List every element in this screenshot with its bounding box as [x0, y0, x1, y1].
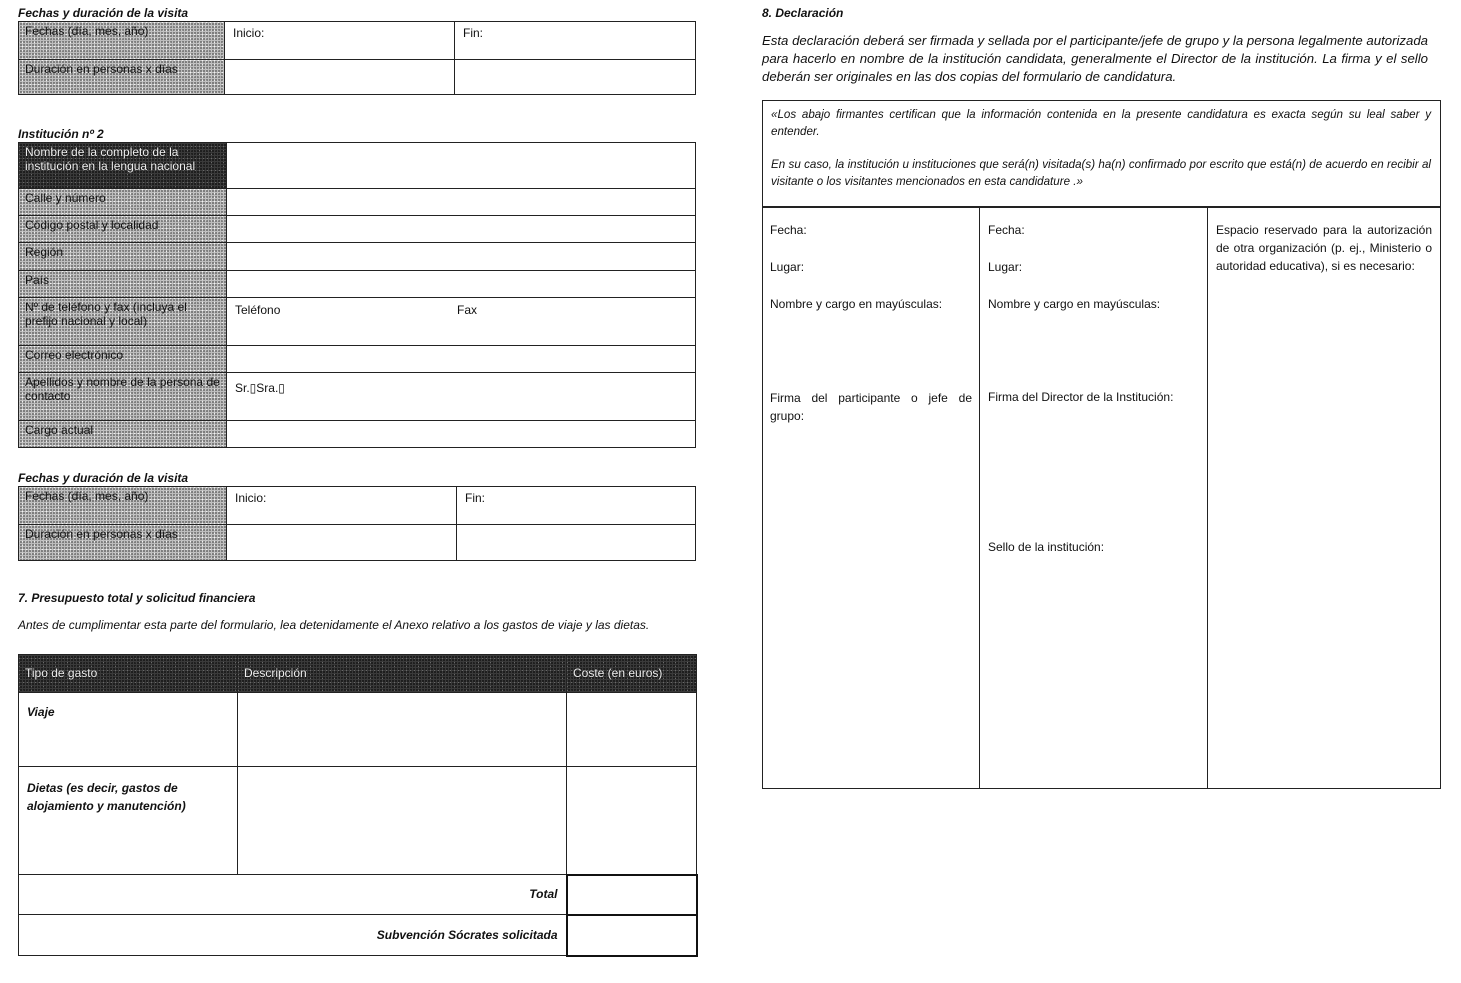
visit2-start-field[interactable] [227, 487, 457, 525]
budget-allowance-label-cell [19, 767, 238, 875]
inst-country-label: País [25, 273, 50, 287]
inst-region-label-cell [19, 243, 227, 271]
visit2-duration-label: Duración en personas x días [25, 527, 178, 541]
visit2-duration-field-b[interactable] [457, 525, 696, 561]
budget-title: 7. Presupuesto total y solicitud financiera [18, 591, 256, 605]
institution2-title: Institución nº 2 [18, 127, 104, 141]
visit2-dates-label-cell [19, 487, 227, 525]
budget-grant-label-cell [19, 915, 567, 956]
inst-country-field[interactable] [227, 271, 696, 298]
visit1-duration-label-cell [19, 60, 225, 95]
visit1-start-field[interactable] [225, 22, 455, 60]
inst-position-label: Cargo actual [25, 423, 94, 437]
participant-signature-column[interactable] [763, 208, 979, 788]
visit1-duration-field-b[interactable] [455, 60, 696, 95]
inst-position-label-cell [19, 421, 227, 448]
inst-region-label: Región [25, 245, 64, 259]
budget-table [18, 654, 698, 957]
budget-allowance-cost-field[interactable] [567, 767, 697, 875]
inst-email-label-cell [19, 346, 227, 373]
budget-travel-label: Viaje [27, 705, 55, 719]
budget-total-label: Total [529, 887, 558, 901]
inst-postcode-field[interactable] [227, 216, 696, 243]
inst-country-label-cell [19, 271, 227, 298]
budget-travel-cost-field[interactable] [567, 693, 697, 767]
col3-reserved-label: Espacio reservado para la autorización de otra organización (p. ej., Ministerio o autoridad educativa), si es necesario: [1216, 223, 1432, 273]
visit2-dates-label: Fechas (día, mes, año) [25, 489, 149, 503]
inst-name-label-cell [19, 143, 227, 189]
director-signature-column[interactable] [980, 208, 1207, 788]
inst-position-field[interactable] [227, 421, 696, 448]
declaration-signature-grid [762, 206, 1441, 789]
inst-contact-label-cell [19, 373, 227, 421]
visit2-duration-field-a[interactable] [227, 525, 457, 561]
inst-contact-label: Apellidos y nombre de la persona de contacto [25, 375, 220, 403]
col2-date-label: Fecha: [988, 223, 1025, 237]
inst-region-field[interactable] [227, 243, 696, 271]
col2-place-label: Lugar: [988, 260, 1023, 274]
col1-date-label: Fecha: [770, 223, 807, 237]
inst-name-label: Nombre de la completo de la institución en la lengua nacional [25, 145, 196, 173]
budget-header-type: Tipo de gasto [25, 666, 98, 680]
declaration-statement-box [762, 100, 1441, 208]
inst-name-field[interactable] [227, 143, 696, 189]
visit2-start-label: Inicio: [235, 491, 267, 505]
other-organization-column[interactable] [1208, 208, 1440, 788]
visit1-dates-label-cell [19, 22, 225, 60]
inst-postcode-label: Código postal y localidad [25, 218, 159, 232]
visit1-title: Fechas y duración de la visita [18, 6, 189, 20]
declaration-intro: Esta declaración deberá ser firmada y sellada por el participante/jefe de grupo y la persona legalmente autorizada para hacerlo en nombre de la institución candidata, generalmente el Director de la institución. La firma y el sello deberán ser originales en las dos copias del formulario de candidatura. [762, 33, 1428, 84]
inst-email-field[interactable] [227, 346, 696, 373]
inst-street-label: Calle y número [25, 191, 106, 205]
col2-signature-label: Firma del Director de la Institución: [988, 390, 1174, 404]
visit2-end-field[interactable] [457, 487, 696, 525]
inst-postcode-label-cell [19, 216, 227, 243]
declaration-statement-2: En su caso, la institución u instituciones que será(n) visitada(s) ha(n) confirmado por escrito que está(n) de acuerdo en recibir al visitante o los visitantes mencionados en esta candidature .» [771, 158, 1431, 188]
budget-header-cost: Coste (en euros) [573, 666, 663, 680]
budget-travel-description-field[interactable] [238, 693, 567, 767]
inst-contact-value: Sr.▯Sra.▯ [235, 381, 285, 395]
visit1-table [18, 21, 696, 95]
visit1-end-field[interactable] [455, 22, 696, 60]
inst-phone-label: Nº de teléfono y fax (incluya el prefijo nacional y local) [25, 300, 187, 328]
inst-phone-label-cell [19, 298, 227, 346]
inst-phone-fax-field[interactable] [227, 298, 696, 346]
budget-total-label-cell [19, 875, 567, 915]
inst-phone-label-text: Teléfono [235, 303, 281, 317]
visit2-table [18, 486, 696, 561]
declaration-statement-1: «Los abajo firmantes certifican que la información contenida en la presente candidatura es exacta según su leal saber y entender. [771, 108, 1431, 138]
col1-name-label: Nombre y cargo en mayúsculas: [770, 297, 943, 311]
budget-allowance-description-field[interactable] [238, 767, 567, 875]
inst-contact-field[interactable] [227, 373, 696, 421]
visit1-duration-label: Duración en personas x días [25, 62, 178, 76]
col2-name-label: Nombre y cargo en mayúsculas: [988, 297, 1161, 311]
budget-header-description-cell [238, 655, 567, 693]
visit2-end-label: Fin: [465, 491, 486, 505]
budget-grant-label: Subvención Sócrates solicitada [376, 928, 558, 942]
budget-total-field[interactable] [567, 875, 697, 915]
inst-street-label-cell [19, 189, 227, 216]
budget-travel-label-cell [19, 693, 238, 767]
visit1-duration-field-a[interactable] [225, 60, 455, 95]
col1-place-label: Lugar: [770, 260, 805, 274]
inst-street-field[interactable] [227, 189, 696, 216]
col1-signature-label: Firma del participante o jefe de grupo: [770, 391, 972, 423]
budget-grant-field[interactable] [567, 915, 697, 956]
inst-email-label: Correo electrónico [25, 348, 124, 362]
visit1-end-label: Fin: [463, 26, 484, 40]
budget-header-type-cell [19, 655, 238, 693]
budget-allowance-label: Dietas (es decir, gastos de alojamiento y manutención) [27, 781, 186, 813]
visit1-start-label: Inicio: [233, 26, 265, 40]
col2-stamp-label: Sello de la institución: [988, 540, 1105, 554]
visit1-dates-label: Fechas (día, mes, año) [25, 24, 149, 38]
budget-header-cost-cell [567, 655, 697, 693]
declaration-title: 8. Declaración [762, 6, 844, 20]
institution2-table [18, 142, 696, 448]
budget-intro: Antes de cumplimentar esta parte del formulario, lea detenidamente el Anexo relativo a los gastos de viaje y las dietas. [18, 618, 650, 632]
inst-fax-label-text: Fax [457, 303, 478, 317]
visit2-duration-label-cell [19, 525, 227, 561]
visit2-title: Fechas y duración de la visita [18, 471, 189, 485]
budget-header-description: Descripción [244, 666, 307, 680]
